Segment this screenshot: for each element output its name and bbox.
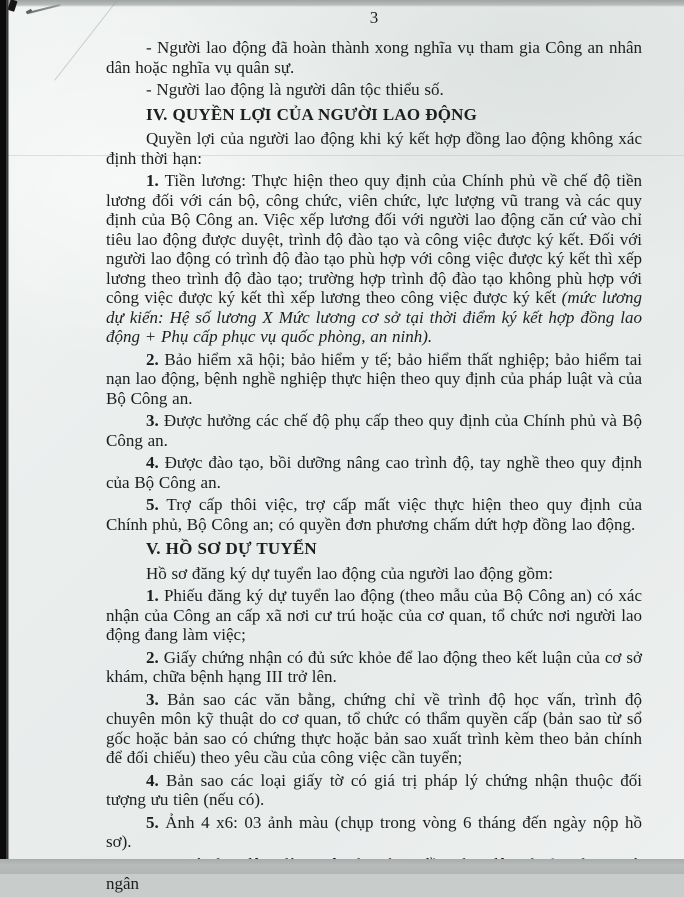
paragraph-numbered xyxy=(106,350,642,409)
paragraph-text: Được đào tạo, bồi dưỡng nâng cao trình độ, tay nghề theo quy định của Bộ Công an. xyxy=(106,453,642,492)
paragraph-number: 1. xyxy=(146,586,159,605)
paragraph-number: 3. xyxy=(146,689,159,709)
paragraph-numbered xyxy=(106,690,642,768)
paragraph-number: 5. xyxy=(146,495,159,514)
paragraph: Hồ sơ đăng ký dự tuyển lao động của người lao động gồm: xyxy=(146,563,553,583)
paragraph-text: Phiếu đăng ký dự tuyển lao động (theo mẫu của Bộ Công an) có xác nhận của Công an cấp xã nơi cư trú hoặc của cơ quan, tổ chức nơi người lao động đang làm việc; xyxy=(106,586,642,644)
section-heading-iv: IV. QUYỀN LỢI CỦA NGƯỜI LAO ĐỘNG xyxy=(146,104,478,124)
paragraph-text: Giấy chứng nhận có đủ sức khỏe để lao động theo kết luận của cơ sở khám, chữa bệnh hạng III trở lên. xyxy=(106,647,642,686)
scan-edge-top xyxy=(0,0,684,7)
paragraph-text: ngân xyxy=(106,874,140,893)
paragraph-text: Trợ cấp thôi việc, trợ cấp mất việc thực hiện theo quy định của Chính phủ, Bộ Công an; có quyền đơn phương chấm dứt hợp đồng lao động. xyxy=(106,495,642,534)
scan-edge-left xyxy=(0,0,9,861)
paragraph-text: Tiền lương: Thực hiện theo quy định của Chính phủ về chế độ tiền lương đối với cán bộ, công chức, viên chức, lực lượng vũ trang và các quy định của Bộ Công an. Việc xếp lương đối với người lao động căn cứ vào chỉ tiêu lao động được duyệt, trình độ đào tạo và công việc được ký kết. Đối với người lao động có trình độ đào tạo phù hợp với công việc được ký kết thì xếp lương theo trình độ đào tạo; trường hợp trình độ đào tạo không phù hợp với công việc được ký kết thì xếp lương theo công việc được ký kết xyxy=(106,171,642,307)
paragraph-numbered xyxy=(106,771,642,810)
paragraph-numbered xyxy=(106,495,642,534)
paragraph-number: 3. xyxy=(146,411,159,430)
paragraph-text: Bảo hiểm xã hội; bảo hiểm y tế; bảo hiểm thất nghiệp; bảo hiểm tai nạn lao động, bệnh nghề nghiệp thực hiện theo quy định của pháp luật và của Bộ Công an. xyxy=(106,349,642,408)
scan-edge-bottom xyxy=(0,859,684,874)
paragraph-number: 4. xyxy=(146,453,159,472)
paragraph-numbered xyxy=(106,453,642,492)
section-heading-v: V. HỒ SƠ DỰ TUYỂN xyxy=(146,539,317,558)
paragraph-number: 2. xyxy=(146,349,159,369)
paragraph-numbered xyxy=(106,411,642,450)
paragraph-numbered xyxy=(106,171,642,347)
paragraph-dash: - Người lao động đã hoàn thành xong nghĩa vụ tham gia Công an nhân dân hoặc nghĩa vụ quân sự. xyxy=(106,38,642,77)
paragraph-number: 4. xyxy=(146,770,159,790)
document-body xyxy=(106,8,642,897)
paragraph-text: Được hưởng các chế độ phụ cấp theo quy định của Chính phủ và Bộ Công an. xyxy=(106,411,642,450)
page-number: 3 xyxy=(369,8,379,27)
paragraph-numbered xyxy=(106,813,642,852)
paragraph-italic-note: (mức lương dự kiến: Hệ số lương X Mức lương cơ sở tại thời điểm ký kết hợp đồng lao động + Phụ cấp phục vụ quốc phòng, an ninh). xyxy=(106,288,642,346)
paragraph-dash: - Người lao động là người dân tộc thiểu số. xyxy=(146,80,444,99)
paragraph-numbered xyxy=(106,586,642,645)
paragraph-text: Ảnh 4 x6: 03 ảnh màu (chụp trong vòng 6 tháng đến ngày nộp hồ sơ). xyxy=(106,812,642,851)
paragraph-text: Bản sao các loại giấy tờ có giá trị pháp lý chứng nhận thuộc đối tượng ưu tiên (nếu có). xyxy=(106,770,642,809)
paragraph-number: 5. xyxy=(146,812,159,832)
paragraph: Quyền lợi của người lao động khi ký kết hợp đồng lao động không xác định thời hạn: xyxy=(106,129,642,168)
paragraph-number: 1. xyxy=(146,171,159,190)
paragraph-text: Bản sao các văn bằng, chứng chỉ về trình độ học vấn, trình độ chuyên môn kỹ thuật do cơ quan, tổ chức có thẩm quyền cấp (bản sao từ sổ gốc hoặc bản sao có chứng thực hoặc bản sao xuất trình kèm theo bản chính để đối chiếu) theo yêu cầu của công việc cần tuyển; xyxy=(106,689,642,767)
paragraph-number: 2. xyxy=(146,647,159,667)
paragraph-numbered xyxy=(106,648,642,687)
